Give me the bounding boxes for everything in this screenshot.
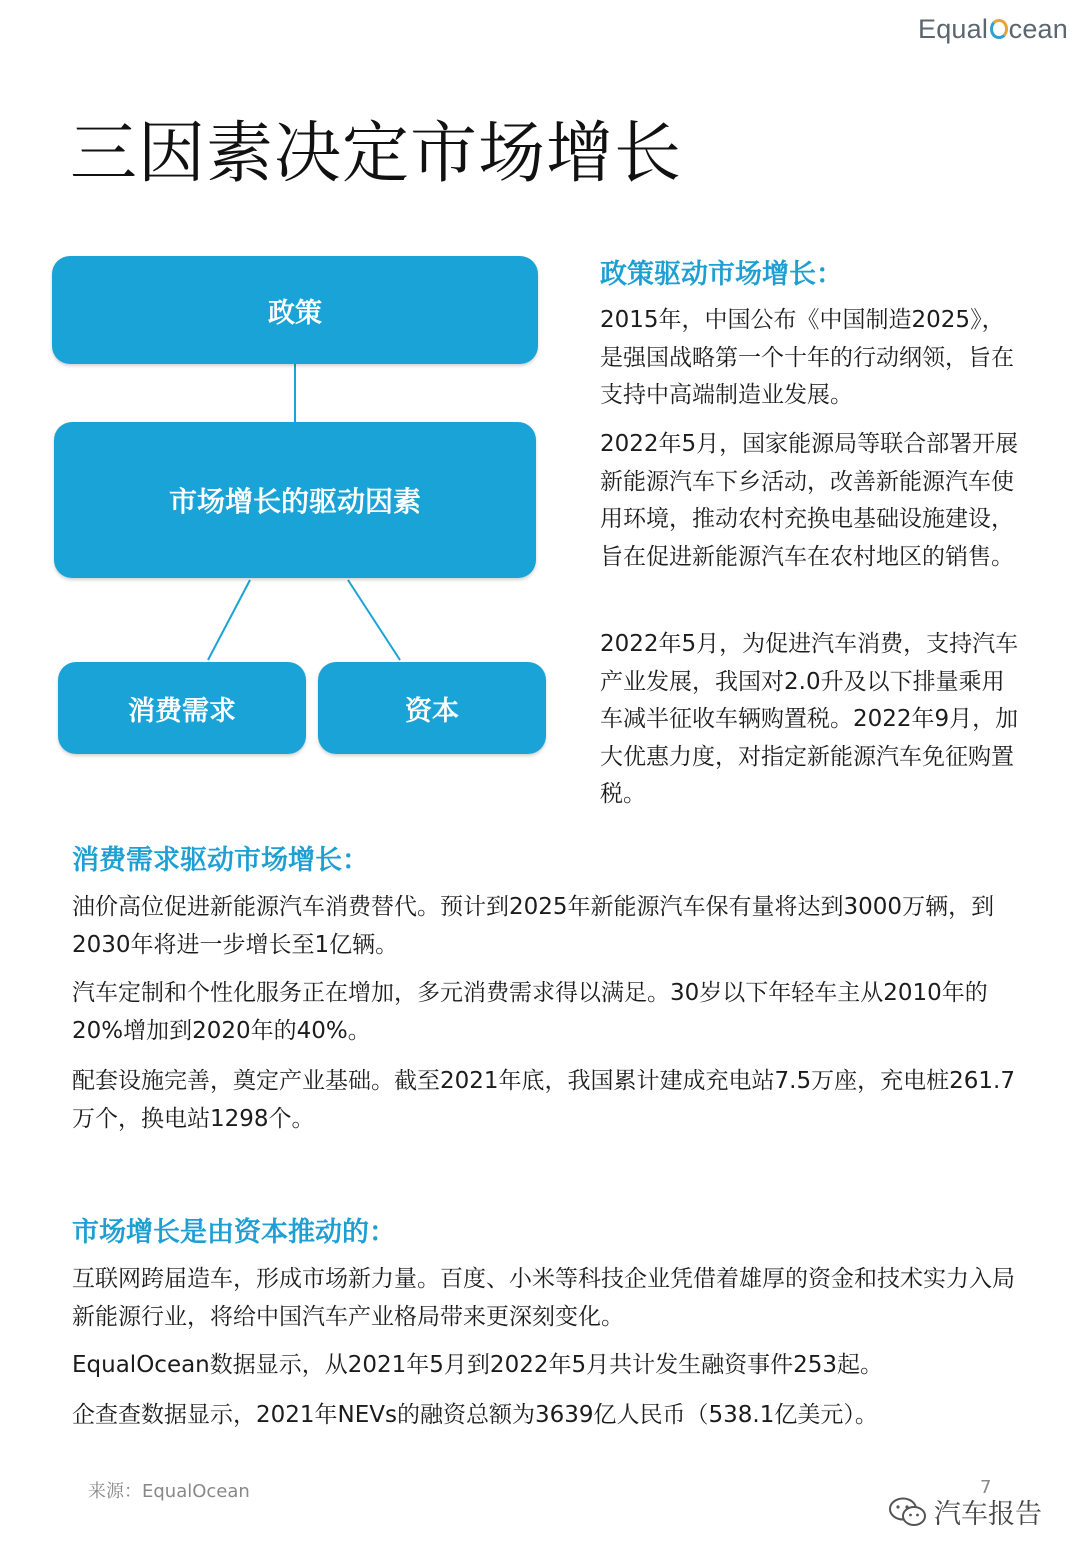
capital-paragraph-3: 企查查数据显示，2021年NEVs的融资总额为3639亿人民币（538.1亿美元）。 <box>72 1402 878 1428</box>
connector-capital <box>348 580 400 660</box>
policy-paragraph-2: 2022年5月，国家能源局等联合部署开展新能源汽车下乡活动，改善新能源汽车使用环境，推动农村充换电基础设施建设，旨在促进新能源汽车在农村地区的销售。 <box>600 431 1019 570</box>
demand-paragraph-3: 配套设施完善，奠定产业基础。截至2021年底，我国累计建成充电站7.5万座，充电桩261.7万个，换电站1298个。 <box>72 1068 1015 1132</box>
demand-paragraph-1: 油价高位促进新能源汽车消费替代。预计到2025年新能源汽车保有量将达到3000万辆，到2030年将进一步增长至1亿辆。 <box>72 894 995 958</box>
policy-paragraph-3: 2022年5月，为促进汽车消费，支持汽车产业发展，我国对2.0升及以下排量乘用车减半征收车辆购置税。2022年9月，加大优惠力度，对指定新能源汽车免征购置税。 <box>600 631 1019 807</box>
wechat-account-name: 汽车报告 <box>934 1499 1042 1530</box>
wechat-watermark <box>888 1492 1042 1531</box>
logo-circle-icon <box>990 19 1008 39</box>
diagram-box-capital: 资本 <box>318 662 546 754</box>
diagram-box-drivers: 市场增长的驱动因素 <box>54 422 536 578</box>
growth-drivers-diagram <box>50 250 550 760</box>
capital-heading: 市场增长是由资本推动的： <box>72 1217 396 1248</box>
wechat-icon <box>888 1495 928 1529</box>
diagram-box-policy: 政策 <box>52 256 538 364</box>
equalocean-logo <box>918 12 1068 46</box>
capital-paragraph-2: EqualOcean数据显示，从2021年5月到2022年5月共计发生融资事件253起。 <box>72 1352 883 1378</box>
policy-heading: 政策驱动市场增长： <box>600 259 843 290</box>
policy-paragraph-1: 2015年，中国公布《中国制造2025》，是强国战略第一个十年的行动纲领，旨在支持中高端制造业发展。 <box>600 307 1014 408</box>
page-title: 三因素决定市场增长 <box>70 114 682 192</box>
connector-demand <box>208 580 250 660</box>
logo-text-right: cean <box>1008 13 1068 44</box>
demand-paragraph-2: 汽车定制和个性化服务正在增加，多元消费需求得以满足。30岁以下年轻车主从2010年的20%增加到2020年的40%。 <box>72 980 988 1044</box>
page-number: 7 <box>980 1477 992 1498</box>
demand-heading: 消费需求驱动市场增长： <box>72 845 369 876</box>
capital-paragraph-1: 互联网跨届造车，形成市场新力量。百度、小米等科技企业凭借着雄厚的资金和技术实力入局新能源行业，将给中国汽车产业格局带来更深刻变化。 <box>72 1266 1015 1330</box>
logo-text-left: Equal <box>918 13 989 44</box>
diagram-box-demand: 消费需求 <box>58 662 306 754</box>
source-note: 来源：EqualOcean <box>88 1481 250 1502</box>
